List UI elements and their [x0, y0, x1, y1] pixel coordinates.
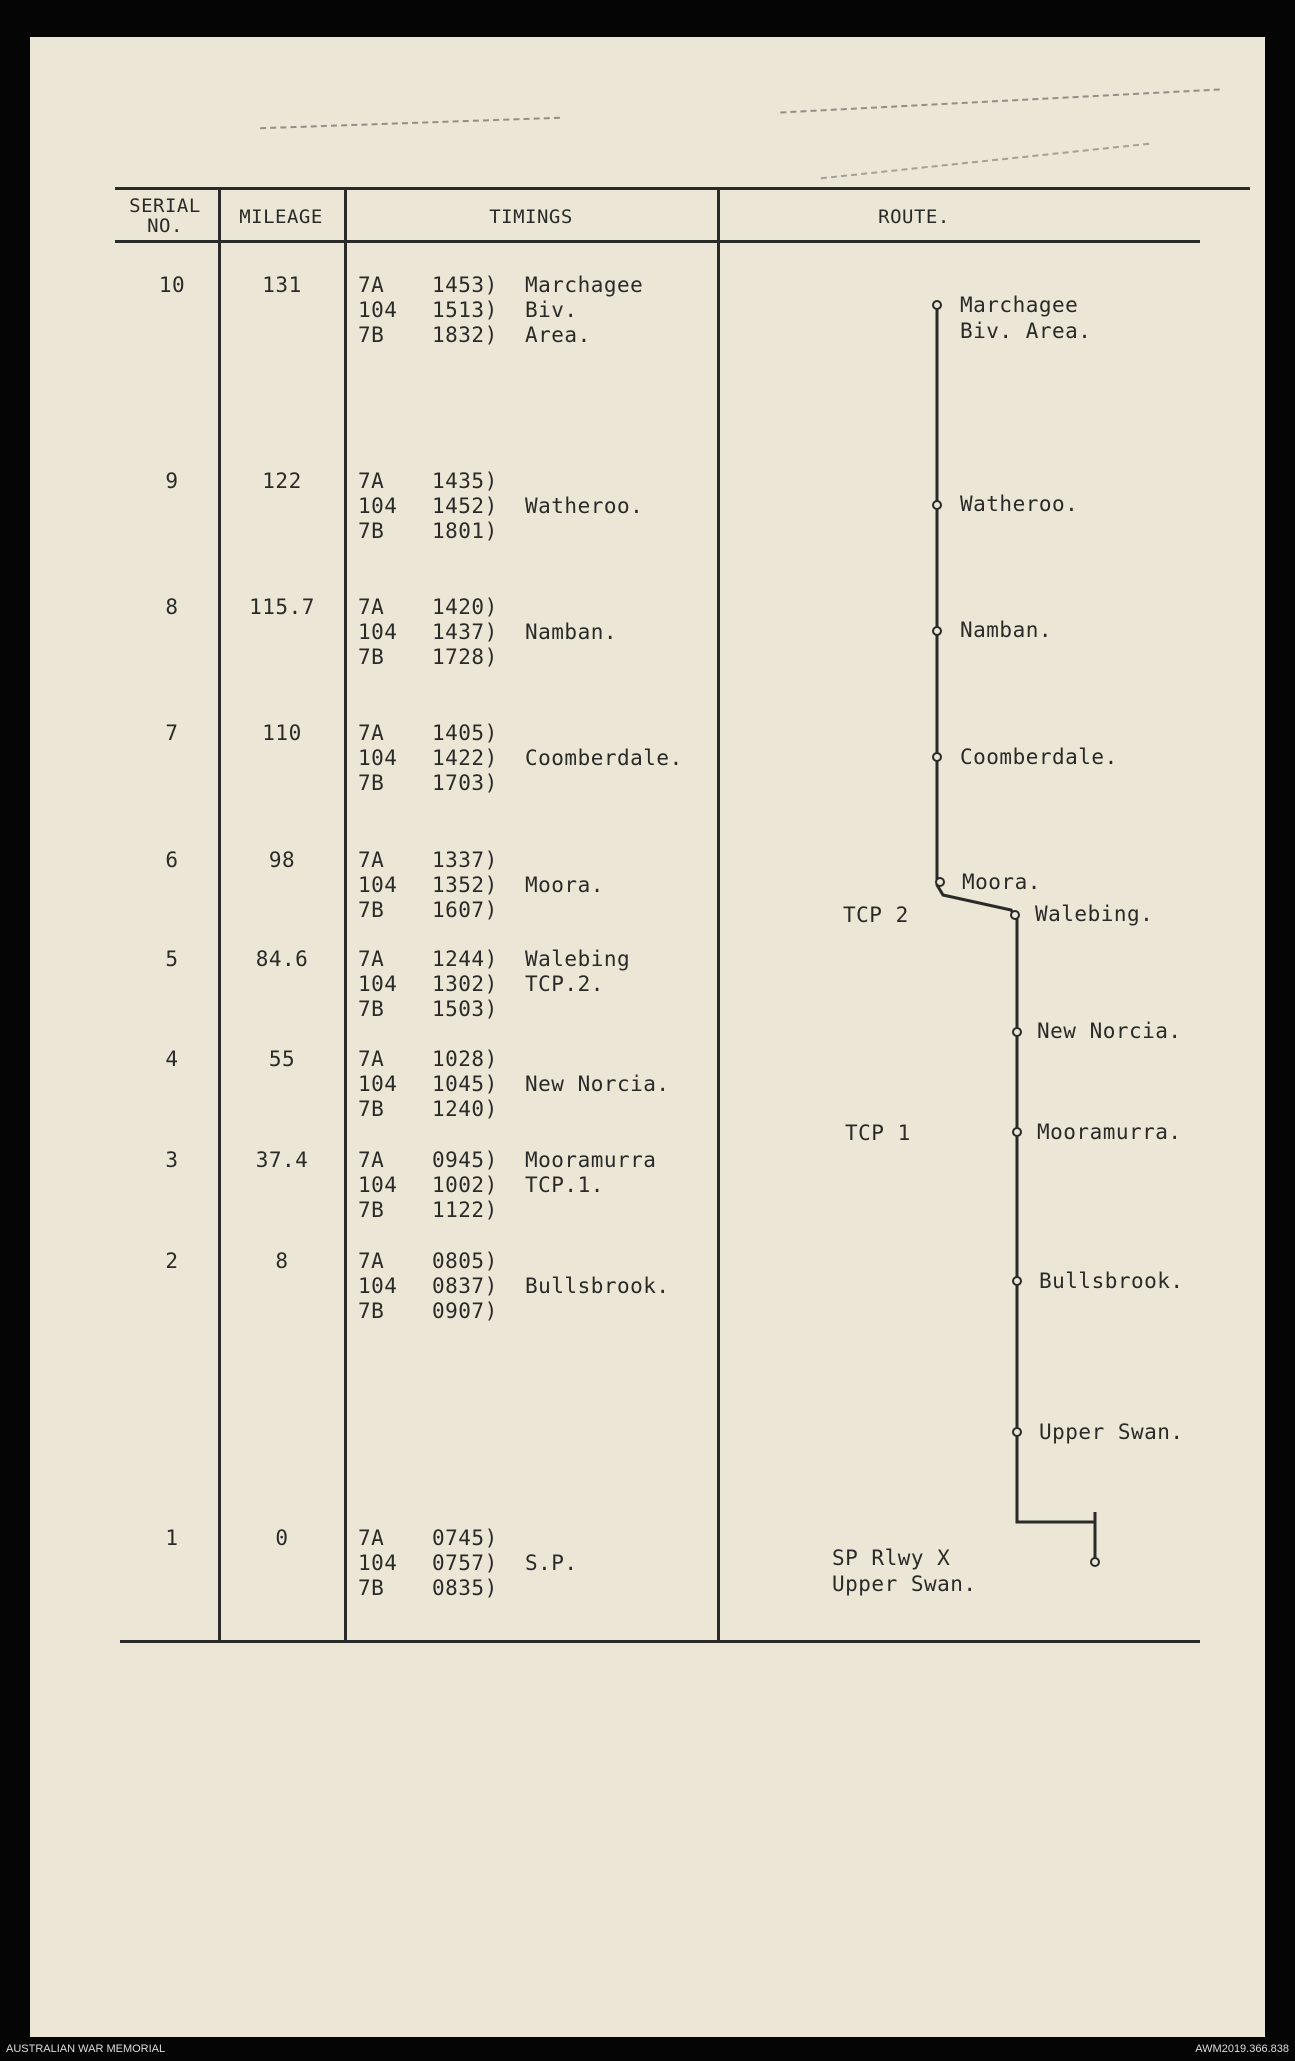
- route-stop-label: New Norcia.: [1037, 1019, 1182, 1043]
- route-stop-marker: [936, 878, 944, 886]
- header-mileage: MILEAGE: [239, 206, 323, 228]
- header-serial: SERIAL NO.: [129, 195, 201, 237]
- mileage-value: 98: [268, 848, 296, 872]
- unit-code: 7A: [358, 947, 385, 971]
- route-stop-label: Namban.: [960, 618, 1053, 642]
- unit-code: 7B: [358, 898, 385, 922]
- tcp1-label: TCP 1: [845, 1121, 911, 1145]
- time-value: 1801): [432, 519, 498, 543]
- time-value: 0805): [432, 1249, 498, 1273]
- unit-code: 7B: [358, 1576, 385, 1600]
- route-stop-marker: [1013, 1277, 1021, 1285]
- time-value: 1028): [432, 1047, 498, 1071]
- time-value: 1703): [432, 771, 498, 795]
- time-value: 0837): [432, 1274, 498, 1298]
- time-value: 0745): [432, 1526, 498, 1550]
- time-value: 1045): [432, 1072, 498, 1096]
- route-stop-marker: [1013, 1128, 1021, 1136]
- time-value: 1302): [432, 972, 498, 996]
- unit-code: 7A: [358, 1047, 385, 1071]
- time-value: 1405): [432, 721, 498, 745]
- serial-number: 8: [165, 595, 179, 619]
- time-value: 1453): [432, 273, 498, 297]
- serial-number: 3: [165, 1148, 179, 1172]
- route-stop-marker: [933, 627, 941, 635]
- place-name: Moora.: [525, 873, 604, 897]
- time-value: 1452): [432, 494, 498, 518]
- header-route: ROUTE.: [878, 206, 950, 228]
- serial-number: 4: [165, 1047, 179, 1071]
- place-name: Walebing: [525, 947, 631, 971]
- unit-code: 7A: [358, 595, 385, 619]
- route-stop-marker: [933, 301, 941, 309]
- time-value: 1244): [432, 947, 498, 971]
- place-name: Bullsbrook.: [525, 1274, 670, 1298]
- route-stop-label: Upper Swan.: [1039, 1420, 1184, 1444]
- unit-code: 7A: [358, 721, 385, 745]
- place-name: Watheroo.: [525, 494, 644, 518]
- place-name: New Norcia.: [525, 1072, 670, 1096]
- unit-code: 7A: [358, 469, 385, 493]
- route-stop-label: Moora.: [962, 870, 1041, 894]
- route-stop-marker: [1013, 1028, 1021, 1036]
- serial-number: 7: [165, 721, 179, 745]
- time-value: 1513): [432, 298, 498, 322]
- place-name: TCP.1.: [525, 1173, 604, 1197]
- time-value: 1352): [432, 873, 498, 897]
- route-stop-marker: [933, 753, 941, 761]
- footer-left: AUSTRALIAN WAR MEMORIAL: [6, 2043, 166, 2055]
- unit-code: 104: [358, 1551, 398, 1575]
- unit-code: 7B: [358, 645, 385, 669]
- mileage-value: 115.7: [249, 595, 315, 619]
- header-timings: TIMINGS: [489, 206, 573, 228]
- time-value: 1240): [432, 1097, 498, 1121]
- unit-code: 104: [358, 746, 398, 770]
- time-value: 0835): [432, 1576, 498, 1600]
- time-value: 1437): [432, 620, 498, 644]
- unit-code: 7A: [358, 848, 385, 872]
- serial-number: 2: [165, 1249, 179, 1273]
- unit-code: 7B: [358, 1097, 385, 1121]
- route-stop-label: Coomberdale.: [960, 745, 1118, 769]
- time-value: 1435): [432, 469, 498, 493]
- unit-code: 7A: [358, 273, 385, 297]
- tcp2-label: TCP 2: [843, 903, 909, 927]
- serial-number: 5: [165, 947, 179, 971]
- place-name: TCP.2.: [525, 972, 604, 996]
- route-stop-marker: [1013, 1428, 1021, 1436]
- mileage-value: 37.4: [255, 1148, 309, 1172]
- mileage-value: 0: [275, 1526, 289, 1550]
- time-value: 0945): [432, 1148, 498, 1172]
- sp-label: SP Rlwy X Upper Swan.: [832, 1546, 977, 1596]
- unit-code: 104: [358, 620, 398, 644]
- time-value: 1122): [432, 1198, 498, 1222]
- route-stop-marker: [933, 501, 941, 509]
- time-value: 1832): [432, 323, 498, 347]
- time-value: 0757): [432, 1551, 498, 1575]
- unit-code: 104: [358, 1072, 398, 1096]
- time-value: 1002): [432, 1173, 498, 1197]
- place-name: Biv.: [525, 298, 578, 322]
- route-stop-label: Walebing.: [1035, 902, 1154, 926]
- place-name: Coomberdale.: [525, 746, 683, 770]
- time-value: 1422): [432, 746, 498, 770]
- time-value: 0907): [432, 1299, 498, 1323]
- serial-number: 1: [165, 1526, 179, 1550]
- route-stop-label: Watheroo.: [960, 492, 1079, 516]
- place-name: Namban.: [525, 620, 618, 644]
- mileage-value: 110: [262, 721, 302, 745]
- unit-code: 7A: [358, 1526, 385, 1550]
- unit-code: 104: [358, 298, 398, 322]
- unit-code: 7B: [358, 1198, 385, 1222]
- footer-right: AWM2019.366.838: [1195, 2043, 1289, 2055]
- mileage-value: 122: [262, 469, 302, 493]
- serial-number: 10: [158, 273, 186, 297]
- route-stop-label: Bullsbrook.: [1039, 1269, 1184, 1293]
- place-name: Marchagee: [525, 273, 644, 297]
- serial-number: 9: [165, 469, 179, 493]
- unit-code: 104: [358, 1173, 398, 1197]
- time-value: 1728): [432, 645, 498, 669]
- time-value: 1337): [432, 848, 498, 872]
- mileage-value: 131: [262, 273, 302, 297]
- time-value: 1503): [432, 997, 498, 1021]
- unit-code: 104: [358, 972, 398, 996]
- unit-code: 7B: [358, 519, 385, 543]
- unit-code: 7B: [358, 997, 385, 1021]
- route-start-marker: [1091, 1558, 1099, 1566]
- unit-code: 7A: [358, 1148, 385, 1172]
- unit-code: 104: [358, 1274, 398, 1298]
- unit-code: 7B: [358, 771, 385, 795]
- route-stop-marker: [1011, 911, 1019, 919]
- route-stop-label: Mooramurra.: [1037, 1120, 1182, 1144]
- place-name: Mooramurra: [525, 1148, 657, 1172]
- unit-code: 7A: [358, 1249, 385, 1273]
- time-value: 1607): [432, 898, 498, 922]
- place-name: Area.: [525, 323, 591, 347]
- unit-code: 7B: [358, 1299, 385, 1323]
- unit-code: 104: [358, 494, 398, 518]
- serial-number: 6: [165, 848, 179, 872]
- place-name: S.P.: [525, 1551, 578, 1575]
- mileage-value: 84.6: [255, 947, 309, 971]
- unit-code: 104: [358, 873, 398, 897]
- mileage-value: 8: [275, 1249, 289, 1273]
- unit-code: 7B: [358, 323, 385, 347]
- time-value: 1420): [432, 595, 498, 619]
- route-stop-label: Marchagee Biv. Area.: [960, 293, 1092, 343]
- mileage-value: 55: [268, 1047, 296, 1071]
